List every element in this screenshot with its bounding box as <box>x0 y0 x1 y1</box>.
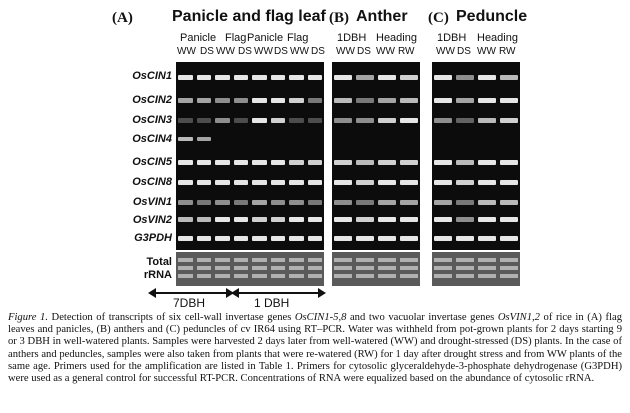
lane-b-2: DS <box>357 46 371 57</box>
gel-band <box>252 200 267 205</box>
gel-band <box>178 118 193 123</box>
gel-band <box>434 98 452 103</box>
panel-b-group-1dbh: 1DBH <box>337 32 367 44</box>
rrna-band <box>289 274 304 278</box>
gel-band <box>234 180 249 185</box>
gel-band <box>500 236 518 241</box>
gel-band <box>500 98 518 103</box>
gel-band <box>456 236 474 241</box>
rrna-band <box>378 266 396 270</box>
gel-band <box>271 180 286 185</box>
figure-caption <box>8 312 622 385</box>
gel-band <box>197 217 212 222</box>
gene-label-oscin8: OsCIN8 <box>132 176 172 188</box>
gel-band <box>234 200 249 205</box>
gel-band <box>334 118 352 123</box>
gene-label-g3pdh: G3PDH <box>134 232 172 244</box>
gel-band <box>308 180 323 185</box>
lane-a-7: WW <box>290 46 309 57</box>
rrna-band <box>356 266 374 270</box>
rrna-band <box>456 274 474 278</box>
gel-band <box>378 236 396 241</box>
gel-band <box>434 75 452 80</box>
gel-band <box>378 217 396 222</box>
gel-band <box>456 118 474 123</box>
gel-band <box>356 180 374 185</box>
rrna-band <box>478 274 496 278</box>
gel-band <box>356 217 374 222</box>
caption-gene-cin: OsCIN1-5,8 <box>294 312 347 323</box>
gel-band <box>234 75 249 80</box>
lane-b-3: WW <box>376 46 395 57</box>
arrow-right-head-1dbh <box>318 288 326 298</box>
gel-band <box>456 200 474 205</box>
gel-band <box>434 200 452 205</box>
gel-band <box>252 160 267 165</box>
arrow-line-1dbh <box>238 292 320 294</box>
gel-band <box>334 160 352 165</box>
gel-band <box>178 200 193 205</box>
gel-band <box>178 217 193 222</box>
gel-band <box>178 137 193 141</box>
gel-band <box>252 180 267 185</box>
rrna-band <box>400 266 418 270</box>
lane-c-4: RW <box>499 46 516 57</box>
gene-label-osvin1: OsVIN1 <box>132 196 172 208</box>
rrna-band <box>308 274 323 278</box>
rrna-band <box>271 266 286 270</box>
gel-band <box>478 75 496 80</box>
rrna-band <box>234 266 249 270</box>
rrna-band <box>378 274 396 278</box>
arrow-line-7dbh <box>155 292 229 294</box>
gel-band <box>378 200 396 205</box>
gel-band <box>478 118 496 123</box>
gel-band <box>308 160 323 165</box>
gel-band <box>500 160 518 165</box>
panel-a-group-panicle-1: Panicle <box>180 32 217 44</box>
panel-a-letter: (A) <box>112 10 133 26</box>
gel-band <box>356 200 374 205</box>
rrna-band <box>271 258 286 262</box>
gel-band <box>308 118 323 123</box>
gel-band <box>400 98 418 103</box>
gel-band <box>400 200 418 205</box>
gel-band <box>215 236 230 241</box>
rrna-band <box>334 266 352 270</box>
gel-band <box>215 160 230 165</box>
lane-c-3: WW <box>477 46 496 57</box>
rrna-band <box>215 274 230 278</box>
rrna-band <box>215 266 230 270</box>
rrna-band <box>434 258 452 262</box>
rrna-band <box>215 258 230 262</box>
gel-band <box>271 200 286 205</box>
rrna-band <box>334 274 352 278</box>
gel-band <box>289 236 304 241</box>
caption-figure-label: Figure 1. <box>8 312 48 323</box>
rrna-strip-a <box>176 252 324 286</box>
gel-band <box>378 75 396 80</box>
rrna-band <box>178 266 193 270</box>
gel-band <box>334 75 352 80</box>
rrna-band <box>478 258 496 262</box>
rrna-band <box>456 258 474 262</box>
gel-band <box>456 98 474 103</box>
panel-c-title: Peduncle <box>456 8 528 25</box>
gel-band <box>234 236 249 241</box>
gene-label-oscin1: OsCIN1 <box>132 70 172 82</box>
lane-a-5: WW <box>254 46 273 57</box>
lane-a-1: WW <box>177 46 196 57</box>
rrna-band <box>356 274 374 278</box>
gel-band <box>334 98 352 103</box>
gel-band <box>434 160 452 165</box>
gel-band <box>400 236 418 241</box>
gel-band <box>456 75 474 80</box>
gel-band <box>378 98 396 103</box>
panel-b-letter: (B) <box>329 10 349 26</box>
rrna-band <box>456 266 474 270</box>
gel-band <box>478 180 496 185</box>
gel-band <box>197 160 212 165</box>
rrna-band <box>334 258 352 262</box>
gel-band <box>197 180 212 185</box>
gel-band <box>289 180 304 185</box>
lane-a-8: DS <box>311 46 325 57</box>
gel-panel-a <box>176 62 324 250</box>
rrna-strip-c <box>432 252 520 286</box>
gel-band <box>289 118 304 123</box>
rrna-label-total: Total <box>146 256 172 268</box>
gel-band <box>478 160 496 165</box>
rrna-band <box>252 266 267 270</box>
gene-label-oscin4: OsCIN4 <box>132 133 172 145</box>
gene-label-oscin2: OsCIN2 <box>132 94 172 106</box>
gel-band <box>334 200 352 205</box>
gel-band <box>289 217 304 222</box>
gel-band <box>197 236 212 241</box>
gel-band <box>252 236 267 241</box>
gel-band <box>478 236 496 241</box>
rrna-band <box>197 266 212 270</box>
gel-band <box>197 137 212 141</box>
gel-band <box>308 98 323 103</box>
gel-band <box>356 160 374 165</box>
gel-band <box>215 98 230 103</box>
rrna-band <box>308 266 323 270</box>
gene-label-oscin3: OsCIN3 <box>132 114 172 126</box>
gel-band <box>197 118 212 123</box>
gel-band <box>434 236 452 241</box>
gene-label-osvin2: OsVIN2 <box>132 214 172 226</box>
lane-b-1: WW <box>336 46 355 57</box>
lane-c-1: WW <box>436 46 455 57</box>
gel-band <box>308 217 323 222</box>
gel-band <box>400 118 418 123</box>
gel-band <box>356 236 374 241</box>
gel-band <box>197 98 212 103</box>
gel-band <box>500 118 518 123</box>
gel-band <box>271 118 286 123</box>
lane-a-6: DS <box>274 46 288 57</box>
gel-band <box>234 118 249 123</box>
gel-band <box>400 217 418 222</box>
panel-c-group-heading: Heading <box>477 32 518 44</box>
gel-band <box>378 118 396 123</box>
dbh-label-1dbh: 1 DBH <box>254 296 290 310</box>
rrna-band <box>478 266 496 270</box>
lane-a-4: DS <box>238 46 252 57</box>
gel-band <box>289 200 304 205</box>
rrna-band <box>252 274 267 278</box>
panel-c-letter: (C) <box>428 10 449 26</box>
gel-band <box>178 160 193 165</box>
gel-band <box>308 200 323 205</box>
rrna-band <box>434 266 452 270</box>
rrna-band <box>500 274 518 278</box>
gel-band <box>334 236 352 241</box>
gel-band <box>500 180 518 185</box>
rrna-band <box>400 274 418 278</box>
gel-band <box>400 75 418 80</box>
dbh-label-7dbh: 7DBH <box>173 296 206 310</box>
gel-band <box>271 98 286 103</box>
rrna-band <box>197 258 212 262</box>
rrna-band <box>308 258 323 262</box>
rrna-band <box>500 266 518 270</box>
gel-band <box>252 118 267 123</box>
gel-band <box>215 180 230 185</box>
gel-band <box>308 75 323 80</box>
rrna-band <box>289 266 304 270</box>
gel-band <box>271 160 286 165</box>
gel-band <box>500 75 518 80</box>
gel-band <box>234 217 249 222</box>
panel-b-group-heading: Heading <box>376 32 417 44</box>
gel-band <box>289 75 304 80</box>
gel-band <box>456 217 474 222</box>
gel-band <box>197 200 212 205</box>
gel-band <box>434 118 452 123</box>
gel-band <box>478 200 496 205</box>
gel-band <box>356 75 374 80</box>
lane-b-4: RW <box>398 46 415 57</box>
gel-band <box>197 75 212 80</box>
rrna-band <box>252 258 267 262</box>
gel-band <box>400 160 418 165</box>
gene-label-oscin5: OsCIN5 <box>132 156 172 168</box>
gel-band <box>478 217 496 222</box>
gel-band <box>356 118 374 123</box>
gel-band <box>215 217 230 222</box>
rrna-strip-b <box>332 252 420 286</box>
gel-band <box>308 236 323 241</box>
gel-panel-b <box>332 62 420 250</box>
rrna-band <box>178 258 193 262</box>
caption-text-3: of rice in (A) flag leaves and panicles, (B) anthers and (C) peduncles of cv IR64 using RT–PCR. Water was withheld from pot-grown plants for 2 days starting 9 or 3 DBH in well-watered plants. Samples were harvested 2 days later from well-watered (WW) and drought-stressed (DS) plants. In the case of anthers and peduncles, samples were also taken from plants that were re-watered (RW) for 1 day after drought stress and from WW plants of the same age. Primers used for the amplification are listed in Table 1. Primers for cytosolic glyceraldehyde-3-phosphate dehydrogenase (G3PDH) were used as a general control for successful RT-PCR. Concentrations of RNA were equalized based on the abundance of cytosolic rRNA. <box>8 312 622 385</box>
panel-b-title: Anther <box>356 8 408 25</box>
gel-band <box>356 98 374 103</box>
rrna-band <box>434 274 452 278</box>
panel-a-group-flag-2: Flag <box>287 32 309 44</box>
gel-band <box>178 75 193 80</box>
gel-band <box>456 160 474 165</box>
gel-band <box>271 75 286 80</box>
gel-band <box>271 217 286 222</box>
rrna-band <box>400 258 418 262</box>
rrna-band <box>234 274 249 278</box>
gel-band <box>400 180 418 185</box>
rrna-band <box>378 258 396 262</box>
gel-band <box>378 160 396 165</box>
gel-band <box>271 236 286 241</box>
lane-a-2: DS <box>200 46 214 57</box>
gel-band <box>178 98 193 103</box>
gel-band <box>178 180 193 185</box>
panel-c-group-1dbh: 1DBH <box>437 32 467 44</box>
rrna-band <box>178 274 193 278</box>
rrna-band <box>271 274 286 278</box>
rrna-band <box>289 258 304 262</box>
gel-band <box>334 180 352 185</box>
caption-gene-vin: OsVIN1,2 <box>497 312 540 323</box>
rrna-band <box>356 258 374 262</box>
rrna-band <box>197 274 212 278</box>
panel-a-group-flag-1: Flag <box>225 32 247 44</box>
gel-band <box>456 180 474 185</box>
gel-band <box>434 217 452 222</box>
gel-panel-c <box>432 62 520 250</box>
gel-band <box>252 217 267 222</box>
gel-band <box>289 98 304 103</box>
gel-band <box>215 75 230 80</box>
gel-band <box>178 236 193 241</box>
rrna-band <box>234 258 249 262</box>
caption-text-2: and two vacuolar invertase genes <box>346 312 498 323</box>
gel-band <box>478 98 496 103</box>
gel-band <box>500 217 518 222</box>
gel-band <box>334 217 352 222</box>
caption-text-1: Detection of transcripts of six cell-wall invertase genes <box>47 312 295 323</box>
lane-a-3: WW <box>216 46 235 57</box>
gel-band <box>234 98 249 103</box>
gel-band <box>215 200 230 205</box>
panel-a-title: Panicle and flag leaf <box>172 8 326 25</box>
gel-band <box>378 180 396 185</box>
rrna-label-rrna: rRNA <box>143 269 172 281</box>
lane-c-2: DS <box>457 46 471 57</box>
gel-band <box>500 200 518 205</box>
gel-band <box>252 75 267 80</box>
rrna-band <box>500 258 518 262</box>
gel-band <box>434 180 452 185</box>
gel-band <box>252 98 267 103</box>
gel-band <box>215 118 230 123</box>
gel-band <box>289 160 304 165</box>
panel-a-group-panicle-2: Panicle <box>247 32 284 44</box>
gel-band <box>234 160 249 165</box>
